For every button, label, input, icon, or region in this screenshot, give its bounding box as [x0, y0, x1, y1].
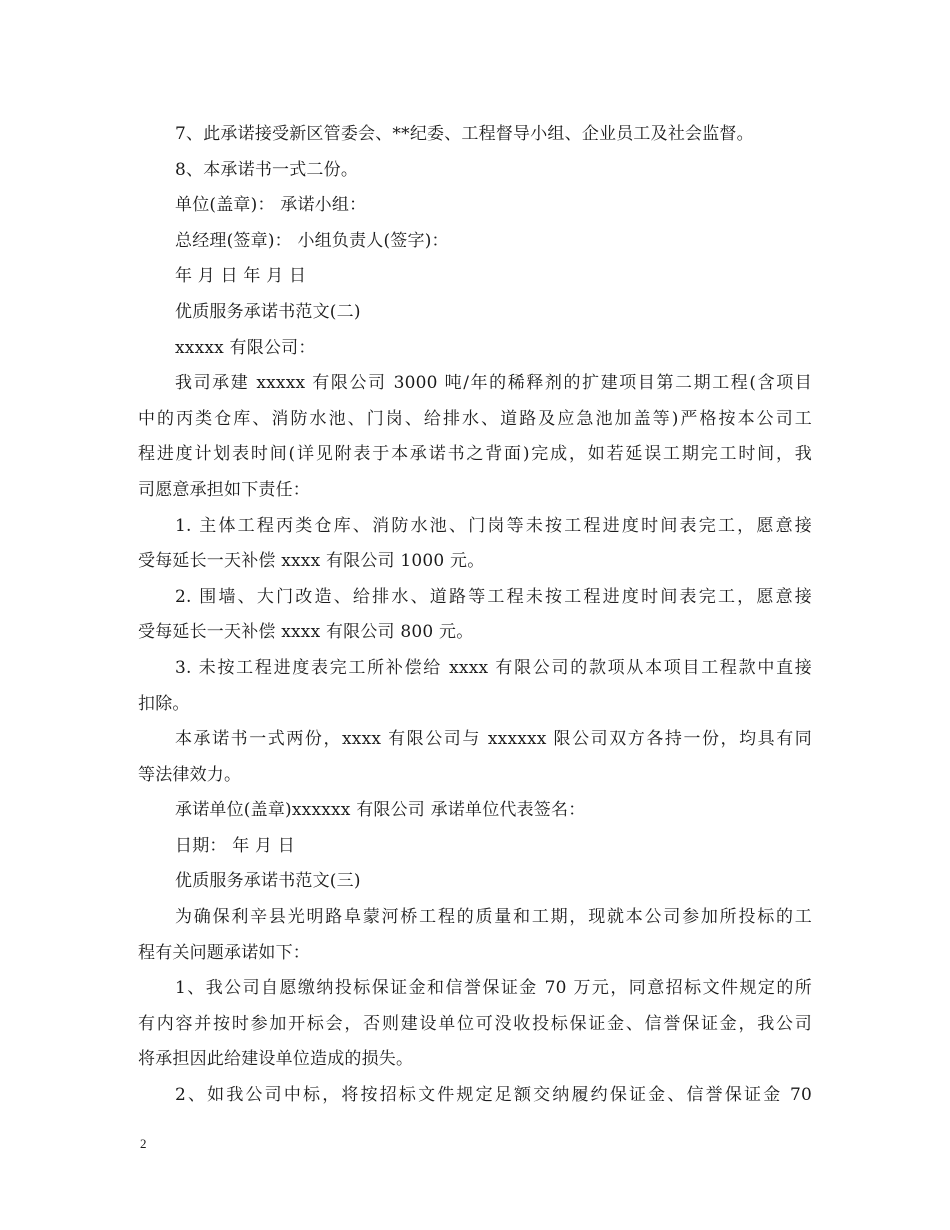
text-line: 承诺单位(盖章)xxxxxx 有限公司 承诺单位代表签名：	[175, 800, 586, 821]
text-line: 等法律效力。	[138, 764, 242, 785]
text-line: 司愿意承担如下责任：	[138, 479, 310, 500]
text-line: 我司承建 xxxxx 有限公司 3000 吨/年的稀释剂的扩建项目第二期工程(含项目	[175, 373, 812, 394]
text-line: 2. 围墙、大门改造、给排水、道路等工程未按工程进度时间表完工，愿意接	[175, 586, 812, 607]
text-line: 优质服务承诺书范文(二)	[175, 301, 361, 322]
text-line: 受每延长一天补偿 xxxx 有限公司 1000 元。	[138, 551, 485, 572]
text-line: 扣除。	[138, 693, 190, 714]
text-line: xxxxx 有限公司：	[175, 337, 316, 358]
text-line: 优质服务承诺书范文(三)	[175, 871, 361, 892]
document-body	[138, 117, 812, 1114]
text-line: 总经理(签章)： 小组负责人(签字)：	[175, 230, 449, 251]
text-line: 8、本承诺书一式二份。	[175, 159, 359, 180]
text-line: 受每延长一天补偿 xxxx 有限公司 800 元。	[138, 622, 474, 643]
text-line: 有内容并按时参加开标会，否则建设单位可没收投标保证金、信誉保证金，我公司	[138, 1013, 812, 1034]
text-line: 7、此承诺接受新区管委会、**纪委、工程督导小组、企业员工及社会监督。	[175, 124, 754, 144]
text-line: 中的丙类仓库、消防水池、门岗、给排水、道路及应急池加盖等)严格按本公司工	[138, 408, 812, 429]
text-line: 程进度计划表时间(详见附表于本承诺书之背面)完成，如若延误工期完工时间，我	[138, 444, 812, 465]
page-number: 2	[140, 1136, 147, 1151]
text-line: 3. 未按工程进度表完工所补偿给 xxxx 有限公司的款项从本项目工程款中直接	[175, 657, 812, 678]
text-line: 年 月 日 年 月 日	[175, 266, 307, 287]
text-line: 将承担因此给建设单位造成的损失。	[138, 1049, 414, 1070]
text-line: 日期： 年 月 日	[175, 835, 296, 856]
text-line: 本承诺书一式两份，xxxx 有限公司与 xxxxxx 限公司双方各持一份，均具有同	[175, 729, 812, 750]
text-line: 1. 主体工程丙类仓库、消防水池、门岗等未按工程进度时间表完工，愿意接	[175, 515, 812, 536]
text-line: 单位(盖章)： 承诺小组：	[175, 195, 367, 216]
text-line: 程有关问题承诺如下：	[138, 942, 310, 963]
text-line: 2、如我公司中标，将按招标文件规定足额交纳履约保证金、信誉保证金 70	[175, 1085, 812, 1106]
text-line: 为确保利辛县光明路阜蒙河桥工程的质量和工期，现就本公司参加所投标的工	[175, 907, 812, 928]
text-line: 1、我公司自愿缴纳投标保证金和信誉保证金 70 万元，同意招标文件规定的所	[175, 978, 812, 999]
